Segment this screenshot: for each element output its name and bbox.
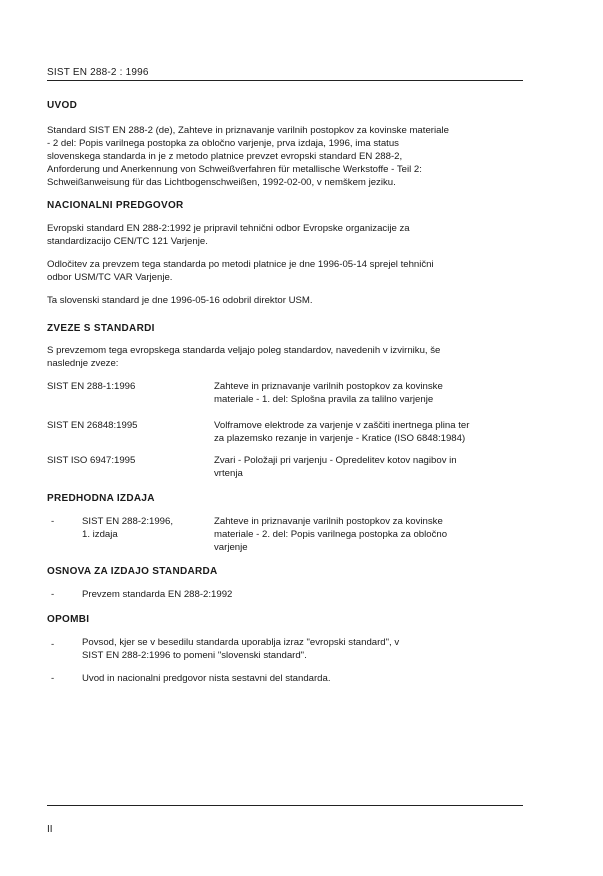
footer-rule [47,805,523,806]
predgovor-paragraph-1 [47,222,523,248]
reference-row [47,380,523,408]
reference-description [214,380,523,406]
list-dash: - [51,516,55,527]
list-dash: - [51,589,55,600]
reference-line: materiale - 1. del: Splošna pravila za talilno varjenje [214,394,434,405]
opombi-line: SIST EN 288-2:1996 to pomeni "slovenski standard". [82,650,307,661]
previous-edition-row [47,515,523,557]
zveze-intro-line: S prevzemom tega evropskega standarda veljajo poleg standardov, navedenih v izvirniku, še [47,345,441,356]
opombi-item-text: Uvod in nacionalni predgovor nista sestavni del standarda. [82,673,331,684]
previous-edition-line: varjenje [214,542,248,553]
zveze-intro-line: naslednje zveze: [47,358,119,369]
reference-description [214,454,523,480]
reference-line: vrtenja [214,468,243,479]
opombi-item [47,672,523,686]
uvod-heading: UVOD [47,100,78,111]
previous-edition-line: Zahteve in priznavanje varilnih postopkov za kovinske [214,516,443,527]
zveze-heading: ZVEZE S STANDARDI [47,323,155,334]
opombi-item [47,636,523,664]
predhodna-heading: PREDHODNA IZDAJA [47,493,155,504]
reference-row [47,454,523,482]
predgovor-paragraph-3: Ta slovenski standard je dne 1996-05-16 odobril direktor USM. [47,295,313,306]
previous-edition-code-line: SIST EN 288-2:1996, [82,516,174,527]
predgovor-heading: NACIONALNI PREDGOVOR [47,200,184,211]
osnova-heading: OSNOVA ZA IZDAJO STANDARDA [47,566,218,577]
predgovor-line: Evropski standard EN 288-2:1992 je pripravil tehnični odbor Evropske organizacije za [47,223,410,234]
reference-code: SIST EN 288-1:1996 [47,381,136,392]
header-rule [47,80,523,81]
reference-line: za plazemsko rezanje in varjenje - Kratice (ISO 6848:1984) [214,433,466,444]
uvod-line: slovenskega standarda in je z metodo platnice prevzet evropski standard EN 288-2, [47,151,403,162]
list-dash: - [51,673,55,684]
zveze-intro [47,344,523,370]
list-dash: - [51,639,55,650]
page-number: II [47,824,53,835]
reference-line: Zvari - Položaji pri varjenju - Opredelitev kotov nagibov in [214,455,457,466]
previous-edition-code-line: 1. izdaja [82,529,118,540]
osnova-item: Prevzem standarda EN 288-2:1992 [82,589,233,600]
reference-description [214,419,523,445]
document-id-header: SIST EN 288-2 : 1996 [47,67,149,78]
opombi-line: Povsod, kjer se v besedilu standarda uporablja izraz "evropski standard", v [82,637,400,648]
uvod-line: Schweißanweisung für das Lichtbogenschweißen, 1992-02-00, v nemškem jeziku. [47,177,396,188]
reference-code: SIST EN 26848:1995 [47,420,138,431]
predgovor-line: Odločitev za prevzem tega standarda po metodi platnice je dne 1996-05-14 sprejel tehnični [47,259,434,270]
predgovor-paragraph-2 [47,258,523,284]
predgovor-line: standardizacijo CEN/TC 121 Varjenje. [47,236,208,247]
osnova-row [47,588,523,602]
previous-edition-code [82,515,202,541]
uvod-line: Standard SIST EN 288-2 (de), Zahteve in priznavanje varilnih postopkov za kovinske materiale [47,125,449,136]
uvod-line: Anforderung und Anerkennung von Schweißverfahren für metallische Werkstoffe - Teil 2: [47,164,422,175]
uvod-line: - 2 del: Popis varilnega postopka za obločno varjenje, prva izdaja, 1996, ima status [47,138,399,149]
reference-line: Zahteve in priznavanje varilnih postopkov za kovinske [214,381,443,392]
opombi-heading: OPOMBI [47,614,90,625]
reference-row [47,419,523,447]
uvod-paragraph [47,124,523,189]
reference-line: Volframove elektrode za varjenje v zaščiti inertnega plina ter [214,420,470,431]
reference-code: SIST ISO 6947:1995 [47,455,136,466]
previous-edition-description [214,515,523,554]
predgovor-line: odbor USM/TC VAR Varjenje. [47,272,173,283]
opombi-item-text [82,636,523,662]
previous-edition-line: materiale - 2. del: Popis varilnega postopka za obločno [214,529,448,540]
